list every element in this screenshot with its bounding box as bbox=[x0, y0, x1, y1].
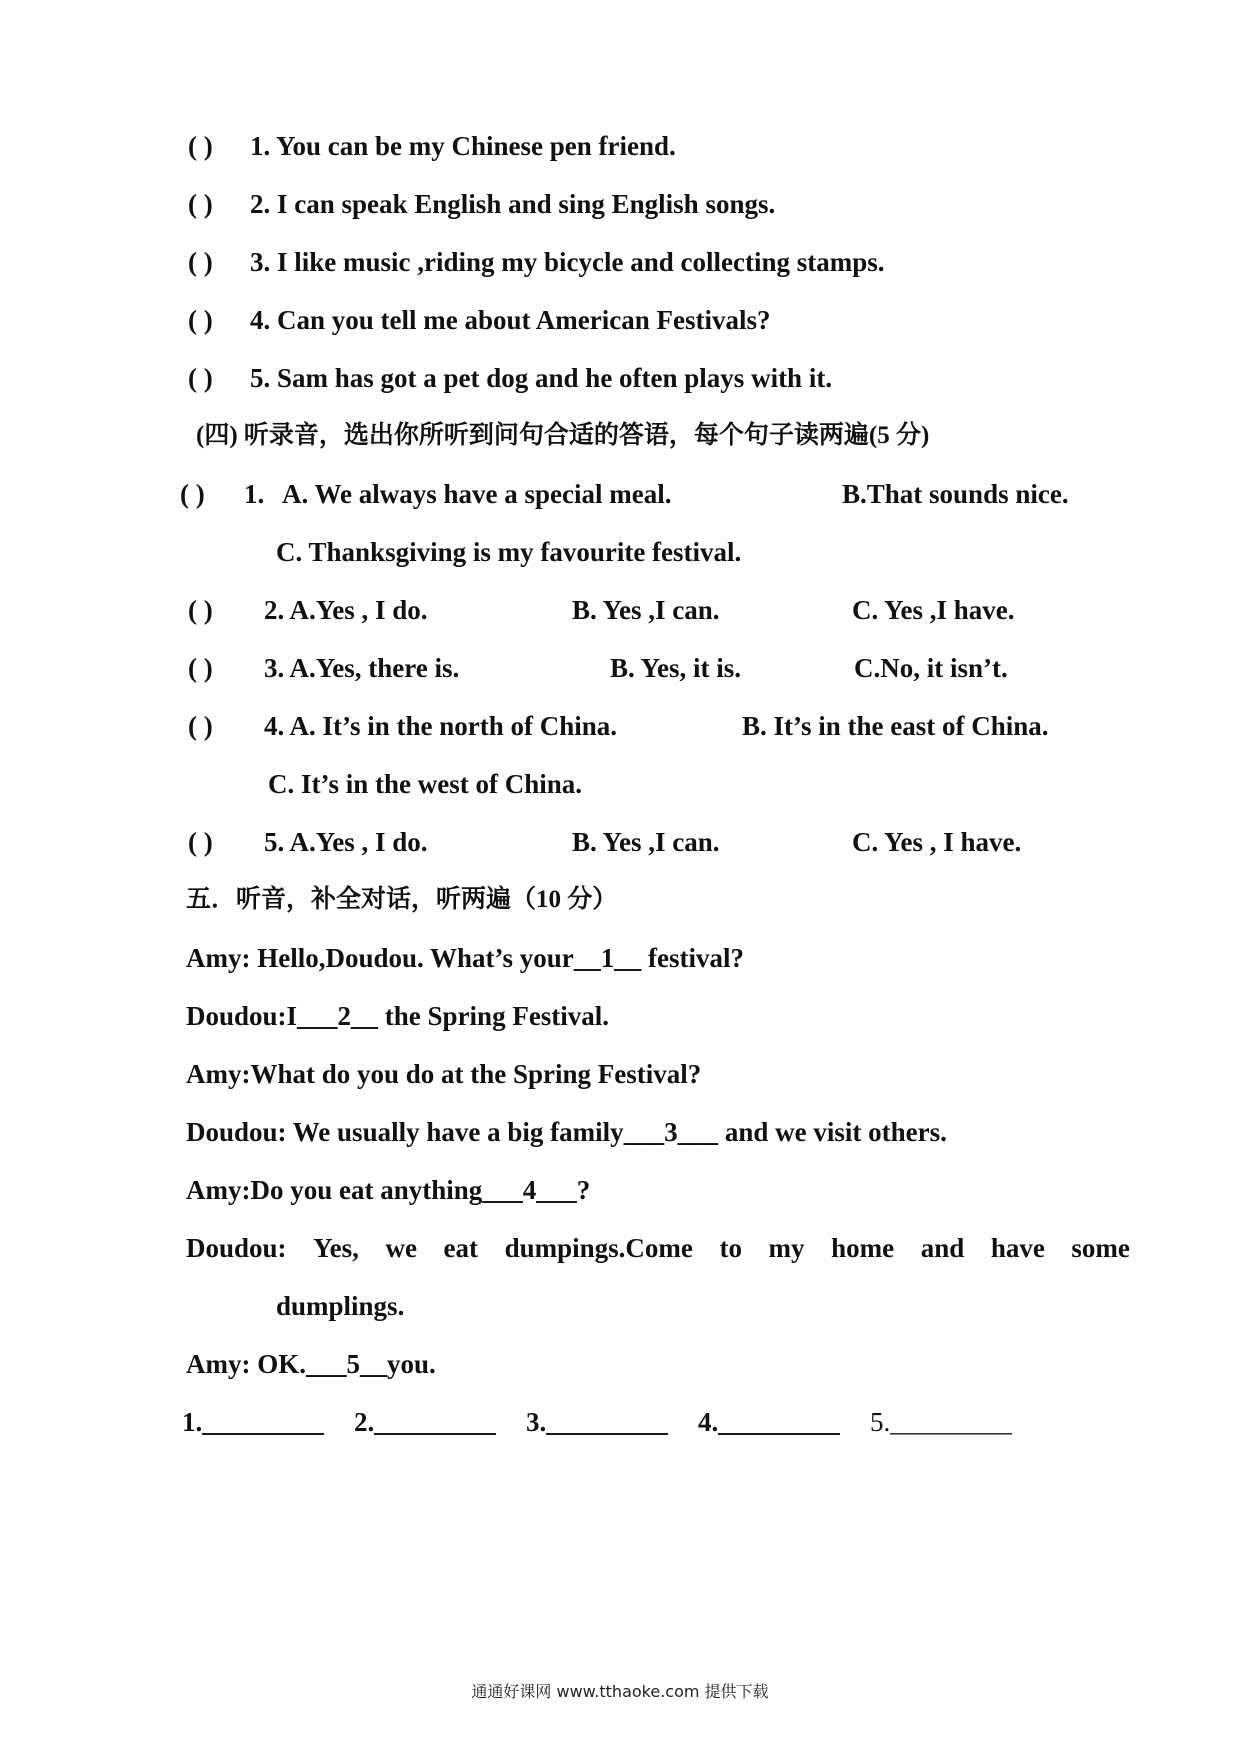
option-a: 5. A.Yes , I do. bbox=[264, 827, 428, 857]
s3-item-3 bbox=[188, 244, 885, 280]
item-text: 1. You can be my Chinese pen friend. bbox=[250, 131, 676, 161]
option-b: B. Yes, it is. bbox=[610, 653, 742, 683]
option-a: 2. A.Yes , I do. bbox=[264, 595, 428, 625]
dialogue-line-4: Doudou: We usually have a big family___3___ and we visit others. bbox=[186, 1117, 947, 1147]
answer-paren: ( ) bbox=[188, 363, 213, 393]
option-c: C.No, it isn’t. bbox=[854, 653, 1008, 683]
word: eat bbox=[443, 1233, 478, 1263]
answer-paren: ( ) bbox=[188, 189, 213, 219]
s3-item-4 bbox=[188, 302, 770, 338]
word: Yes, bbox=[313, 1233, 359, 1263]
s3-item-5 bbox=[188, 360, 832, 396]
answer-blank-3: 3._________ bbox=[526, 1407, 668, 1437]
answer-blank-4: 4._________ bbox=[698, 1407, 840, 1437]
answer-paren: ( ) bbox=[180, 479, 205, 509]
dialogue-line-5: Amy:Do you eat anything___4___? bbox=[186, 1175, 591, 1205]
option-b: B. Yes ,I can. bbox=[572, 595, 720, 625]
s4-q1-option-c: C. Thanksgiving is my favourite festival. bbox=[276, 537, 742, 567]
question-number: 1. bbox=[244, 479, 265, 509]
option-c: C. Yes ,I have. bbox=[852, 595, 1015, 625]
option-b: B. It’s in the east of China. bbox=[742, 711, 1049, 741]
word: my bbox=[768, 1233, 805, 1263]
answer-blank-5: 5._________ bbox=[870, 1407, 1012, 1437]
dialogue-line-6 bbox=[186, 1230, 1130, 1266]
answer-blanks bbox=[182, 1404, 1012, 1440]
s4-q4-option-c: C. It’s in the west of China. bbox=[268, 769, 583, 799]
s4-q5 bbox=[188, 824, 1021, 860]
option-b: B. Yes ,I can. bbox=[572, 827, 720, 857]
s3-item-1 bbox=[188, 128, 676, 164]
answer-paren: ( ) bbox=[188, 711, 213, 741]
s4-q4 bbox=[188, 708, 1049, 744]
s4-q3 bbox=[188, 650, 1008, 686]
answer-paren: ( ) bbox=[188, 305, 213, 335]
section-5-heading: 五．听音，补全对话，听两遍（10 分） bbox=[186, 886, 618, 913]
answer-paren: ( ) bbox=[188, 131, 213, 161]
section-4-heading: (四) 听录音，选出你所听到问句合适的答语，每个句子读两遍(5 分) bbox=[196, 422, 930, 449]
word: Doudou: bbox=[186, 1233, 287, 1263]
option-b: B.That sounds nice. bbox=[842, 479, 1069, 509]
dialogue-line-3: Amy:What do you do at the Spring Festival? bbox=[186, 1059, 702, 1089]
word: to bbox=[719, 1233, 742, 1263]
s4-q1 bbox=[180, 476, 1130, 512]
answer-paren: ( ) bbox=[188, 247, 213, 277]
dialogue-line-1: Amy: Hello,Doudou. What’s your__1__ festival? bbox=[186, 943, 745, 973]
word: some bbox=[1071, 1233, 1130, 1263]
option-a: A. We always have a special meal. bbox=[282, 479, 672, 509]
word: have bbox=[990, 1233, 1045, 1263]
item-text: 2. I can speak English and sing English songs. bbox=[250, 189, 776, 219]
item-text: 4. Can you tell me about American Festivals? bbox=[250, 305, 771, 335]
option-c: C. Yes , I have. bbox=[852, 827, 1022, 857]
answer-paren: ( ) bbox=[188, 653, 213, 683]
option-a: 4. A. It’s in the north of China. bbox=[264, 711, 618, 741]
answer-blank-2: 2._________ bbox=[354, 1407, 496, 1437]
word: home bbox=[831, 1233, 895, 1263]
answer-paren: ( ) bbox=[188, 595, 213, 625]
dialogue-line-2: Doudou:I___2__ the Spring Festival. bbox=[186, 1001, 610, 1031]
page-footer: 通通好课网 www.tthaoke.com 提供下载 bbox=[471, 1682, 769, 1701]
s3-item-2 bbox=[188, 186, 775, 222]
dialogue-line-7: Amy: OK.___5__you. bbox=[186, 1349, 436, 1379]
answer-blank-1: 1._________ bbox=[182, 1407, 324, 1437]
dialogue-line-6-cont: dumplings. bbox=[276, 1291, 405, 1321]
word: we bbox=[385, 1233, 417, 1263]
s4-q2 bbox=[188, 592, 1015, 628]
item-text: 5. Sam has got a pet dog and he often plays with it. bbox=[250, 363, 833, 393]
item-text: 3. I like music ,riding my bicycle and collecting stamps. bbox=[250, 247, 885, 277]
answer-paren: ( ) bbox=[188, 827, 213, 857]
word: and bbox=[920, 1233, 965, 1263]
option-a: 3. A.Yes, there is. bbox=[264, 653, 460, 683]
word: dumpings.Come bbox=[504, 1233, 693, 1263]
